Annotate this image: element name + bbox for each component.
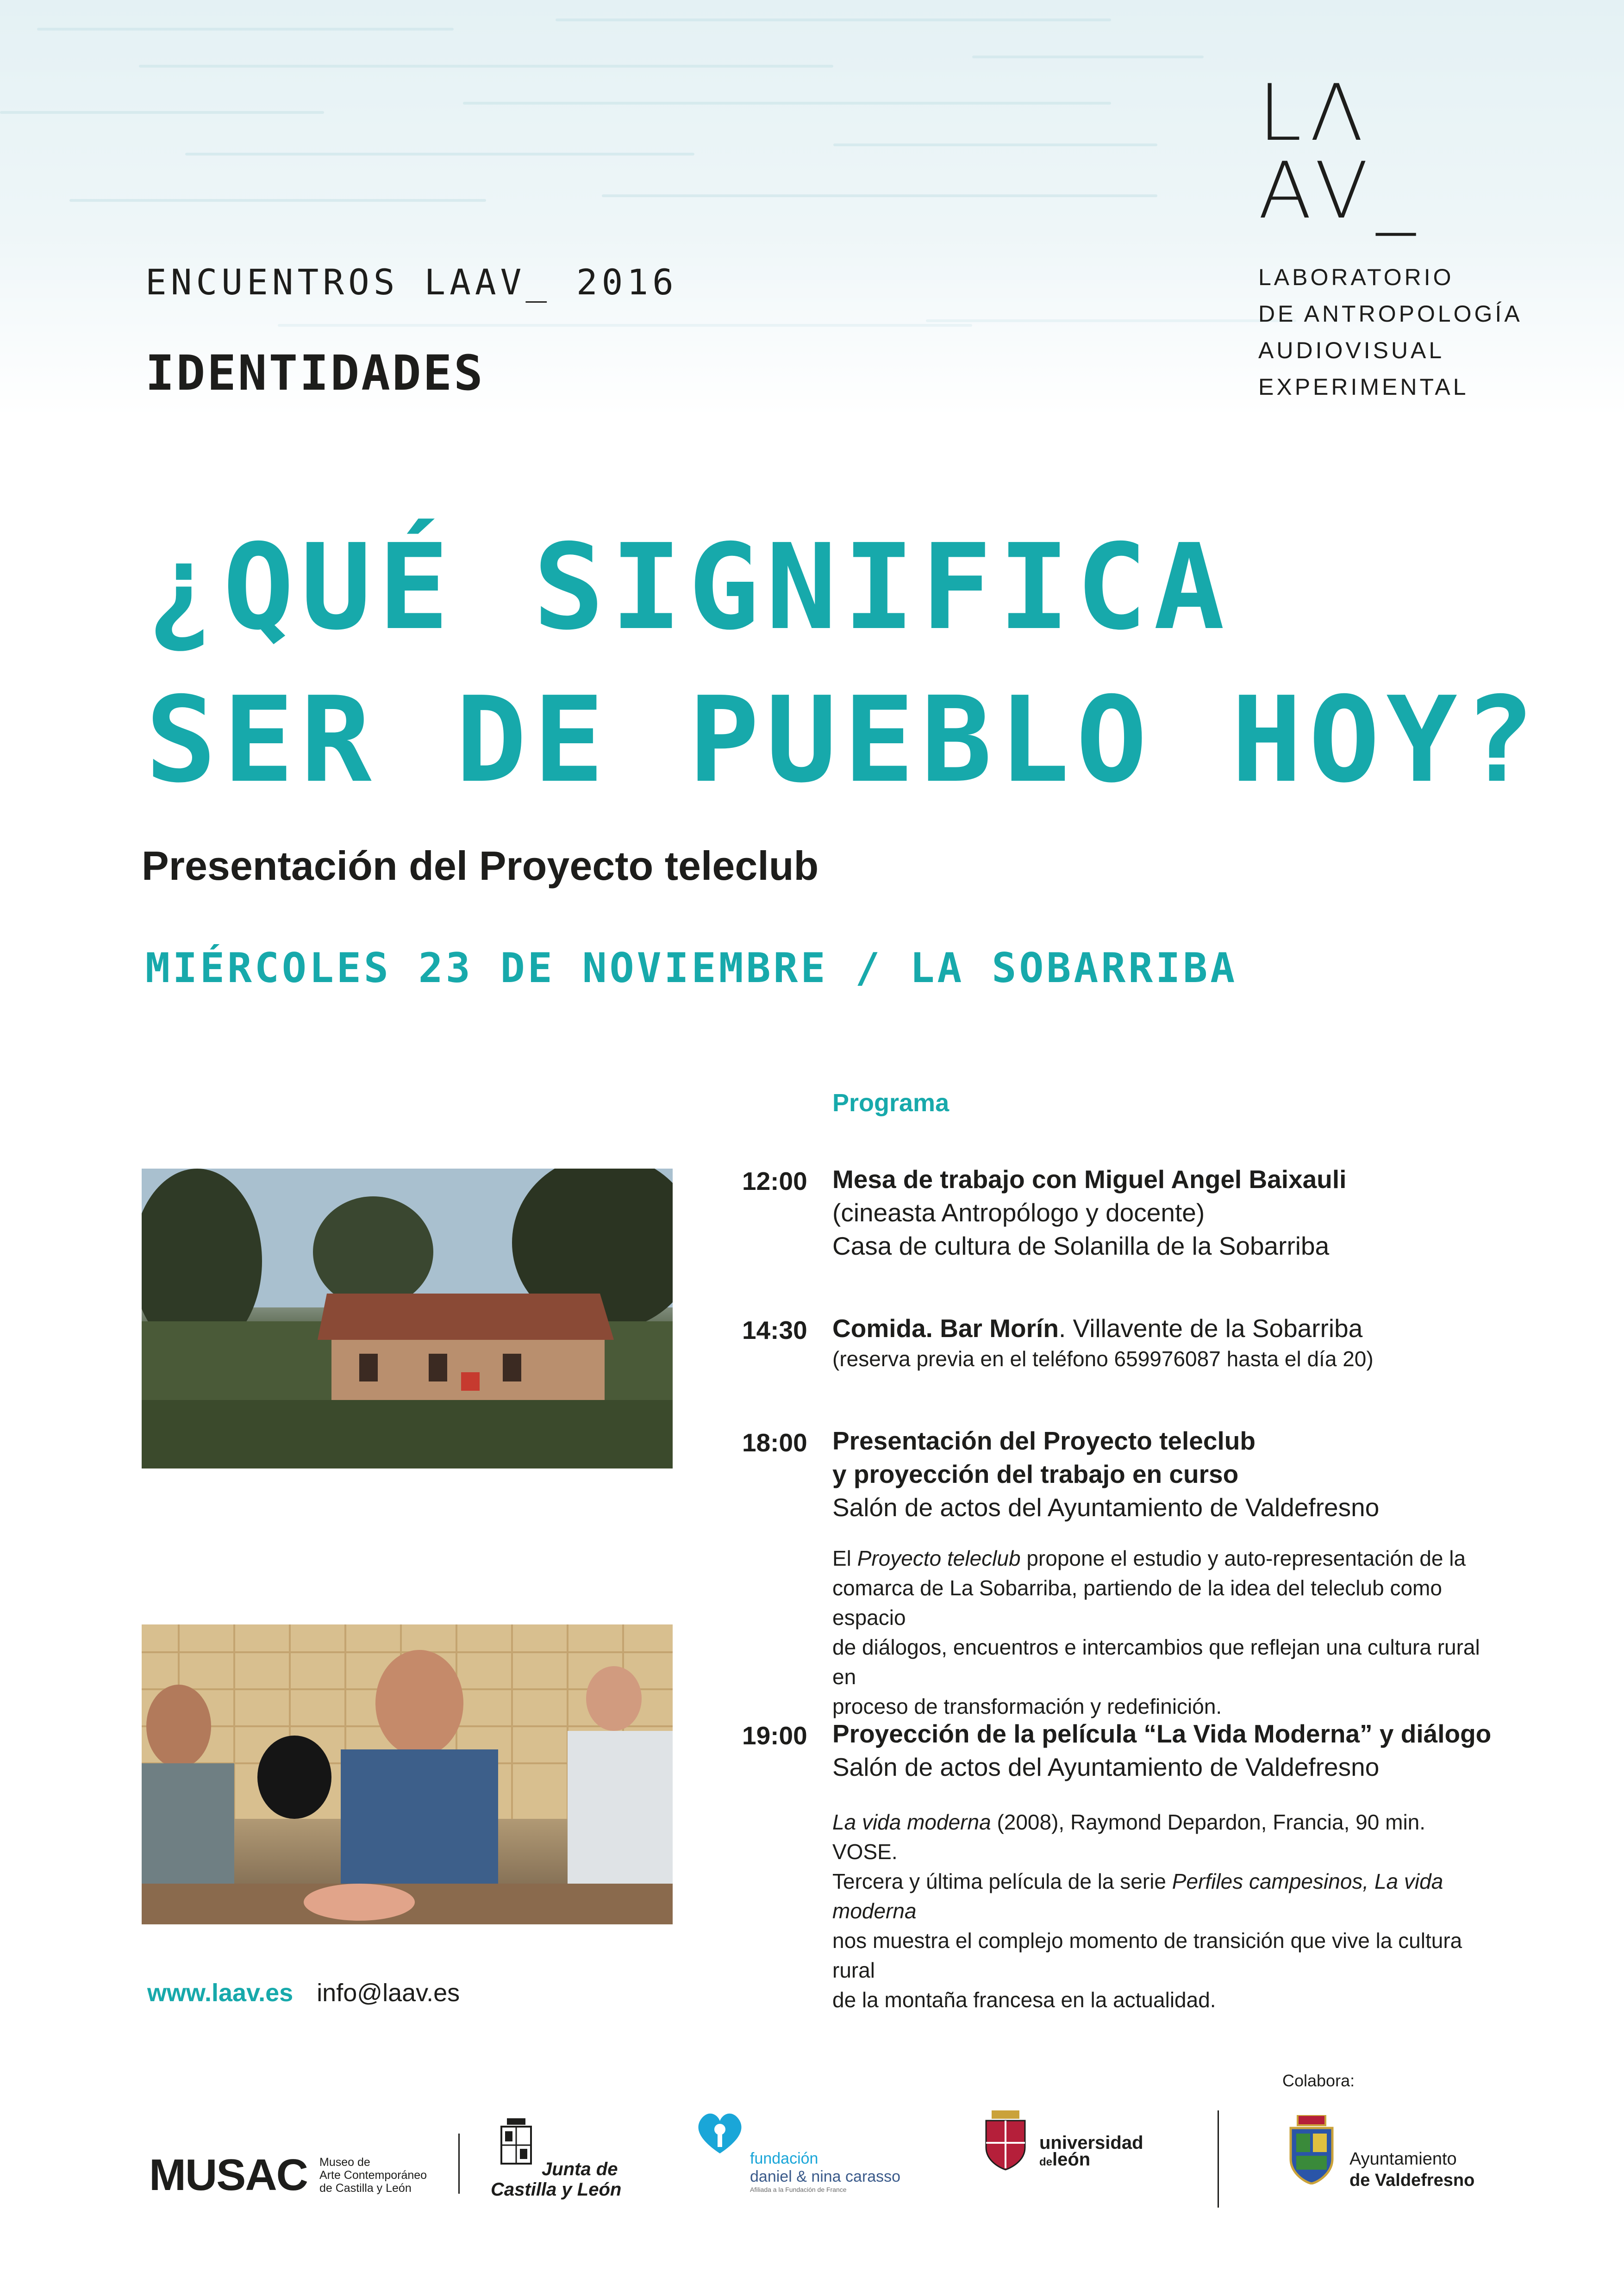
logo-desc-line: AUDIOVISUAL <box>1258 337 1445 363</box>
ayuntamiento-line: de Valdefresno <box>1349 2171 1475 2190</box>
fundacion-logo <box>694 2107 745 2160</box>
event-title: Mesa de trabajo con Miguel Angel Baixauli <box>832 1165 1347 1194</box>
headline-line-2: SER DE PUEBLO HOY? <box>145 672 1542 809</box>
photo-rural-house <box>142 1169 673 1468</box>
logo-description <box>1258 259 1523 405</box>
junta-line: Castilla y León <box>491 2179 622 2200</box>
event-title: Proyección de la película “La Vida Moderna” y diálogo <box>832 1719 1492 1748</box>
event-time: 18:00 <box>742 1428 807 1457</box>
musac-wordmark: MUSAC <box>149 2150 307 2200</box>
ayuntamiento-logo <box>1286 2115 1337 2187</box>
event-location: Salón de actos del Ayuntamiento de Valdefresno <box>832 1493 1380 1522</box>
photo-rural-family <box>142 1624 673 1924</box>
desc-line: de la montaña francesa en la actualidad. <box>832 1988 1216 2012</box>
logo-line-1: LΛ <box>1258 68 1372 158</box>
event-title: Presentación del Proyecto teleclub <box>832 1426 1255 1455</box>
event-location: . Villavente de la Sobarriba <box>1058 1314 1363 1343</box>
divider <box>1218 2110 1219 2208</box>
event-detail: (cineasta Antropólogo y docente) <box>832 1198 1205 1227</box>
logo-desc-line: DE ANTROPOLOGÍA <box>1258 301 1523 327</box>
photo-rural-house-illustration <box>142 1169 673 1468</box>
fundacion-line: Afiliada a la Fundación de France <box>750 2186 847 2193</box>
logo-desc-line: LABORATORIO <box>1258 264 1454 290</box>
universidad-logo <box>982 2110 1029 2173</box>
fundacion-line: fundación <box>750 2150 818 2167</box>
junta-line: Junta de <box>542 2159 618 2179</box>
event-title: Comida. Bar Morín <box>832 1314 1059 1343</box>
universidad-leon: león <box>1052 2149 1091 2170</box>
event-location: Casa de cultura de Solanilla de la Sobarriba <box>832 1232 1330 1260</box>
event-time: 19:00 <box>742 1721 807 1750</box>
event-item <box>832 1312 1374 1373</box>
date-place: MIÉRCOLES 23 DE NOVIEMBRE / LA SOBARRIBA <box>145 944 1238 992</box>
ayuntamiento-text <box>1349 2148 1474 2191</box>
series-title: ENCUENTROS LAAV_ 2016 <box>145 261 678 303</box>
universidad-de: de <box>1039 2156 1053 2168</box>
photo-rural-family-illustration <box>142 1624 673 1924</box>
event-item <box>832 1163 1346 1263</box>
musac-logo <box>149 2150 307 2201</box>
fundacion-text <box>750 2150 900 2193</box>
desc-emphasis: Proyecto teleclub <box>857 1546 1021 1570</box>
event-title-line-2: y proyección del trabajo en curso <box>832 1460 1239 1488</box>
divider <box>458 2134 460 2194</box>
event-item <box>832 1424 1379 1524</box>
desc-line: comarca de La Sobarriba, partiendo de la idea del teleclub como espacio <box>832 1576 1442 1630</box>
event-detail: (reserva previa en el teléfono 659976087 hasta el día 20) <box>832 1347 1374 1371</box>
fundacion-heart-icon <box>694 2107 745 2158</box>
website-link[interactable]: www.laav.es <box>147 1979 294 2007</box>
event-time: 12:00 <box>742 1167 807 1195</box>
junta-text <box>491 2159 621 2200</box>
musac-sub-line: Arte Contemporáneo <box>319 2169 427 2182</box>
desc-text: Tercera y última película de la serie <box>832 1869 1172 1893</box>
contact <box>147 1979 460 2007</box>
desc-text: El <box>832 1546 857 1570</box>
ayuntamiento-line: Ayuntamiento <box>1349 2149 1457 2169</box>
desc-line: de diálogos, encuentros e intercambios que reflejan una cultura rural en <box>832 1635 1480 1689</box>
musac-subtitle <box>319 2156 427 2195</box>
headline <box>145 511 1541 817</box>
desc-line: proceso de transformación y redefinición. <box>832 1694 1222 1718</box>
event-location: Salón de actos del Ayuntamiento de Valdefresno <box>832 1753 1380 1781</box>
desc-text: (2008), Raymond Depardon, Francia, 90 min. VOSE. <box>832 1810 1426 1864</box>
presentation-title: Presentación del Proyecto teleclub <box>142 843 819 889</box>
ayuntamiento-shield-icon <box>1286 2115 1337 2184</box>
program-label: Programa <box>832 1089 949 1117</box>
universidad-shield-icon <box>982 2110 1029 2171</box>
event-description <box>832 1807 1490 2015</box>
event-description <box>832 1543 1490 1721</box>
musac-sub-line: Museo de <box>319 2156 370 2169</box>
desc-text: propone el estudio y auto-representación de la <box>1020 1546 1466 1570</box>
logo-desc-line: EXPERIMENTAL <box>1258 374 1469 400</box>
universidad-line: universidad <box>1039 2133 1143 2153</box>
fundacion-line: daniel & nina carasso <box>750 2168 901 2185</box>
musac-sub-line: de Castilla y León <box>319 2182 412 2195</box>
event-time: 14:30 <box>742 1316 807 1344</box>
laav-logo <box>1258 68 1424 236</box>
headline-line-1: ¿QUÉ SIGNIFICA <box>145 519 1231 656</box>
email-link[interactable]: info@laav.es <box>317 1979 460 2007</box>
series-subtitle: IDENTIDADES <box>145 345 485 401</box>
desc-emphasis: Perfiles campesinos, La vida moderna <box>832 1869 1443 1923</box>
universidad-text <box>1039 2134 1143 2171</box>
colabora-label: Colabora: <box>1282 2071 1355 2090</box>
desc-line: nos muestra el complejo momento de transición que vive la cultura rural <box>832 1929 1462 1982</box>
desc-emphasis: La vida moderna <box>832 1810 991 1834</box>
logo-line-2: AV_ <box>1258 145 1424 236</box>
event-item <box>832 1717 1491 1784</box>
